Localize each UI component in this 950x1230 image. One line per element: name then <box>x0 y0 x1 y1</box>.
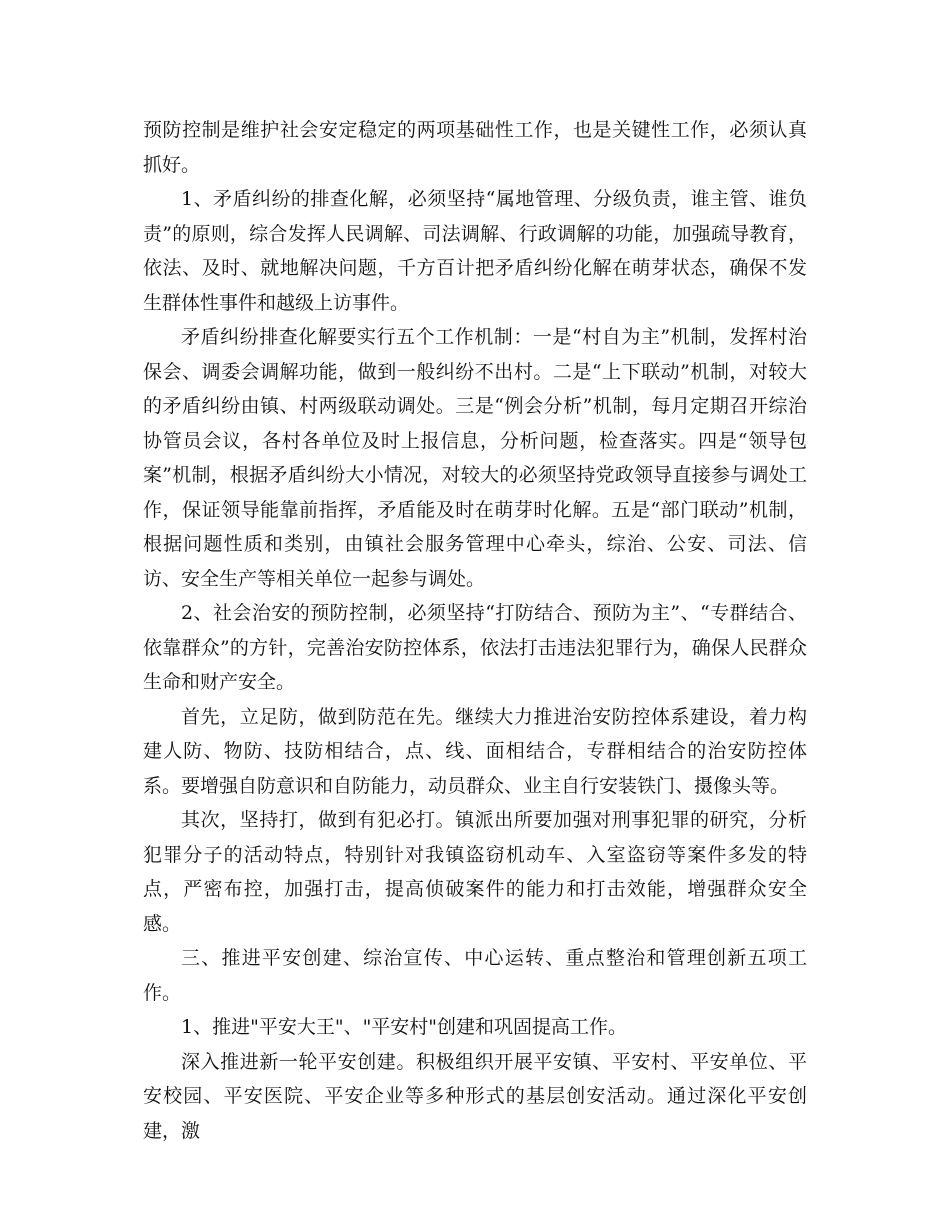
section-heading-three: 三、推进平安创建、综治宣传、中心运转、重点整治和管理创新五项工作。 <box>143 947 807 1004</box>
paragraph-continuation: 预防控制是维护社会安定稳定的两项基础性工作，也是关键性工作，必须认真抓好。 <box>143 119 807 176</box>
document-body <box>143 113 807 1148</box>
subheading-safe-creation: 1、推进"平安大王"、"平安村"创建和巩固提高工作。 <box>181 1016 628 1038</box>
paragraph-safe-creation: 深入推进新一轮平安创建。积极组织开展平安镇、平安村、平安单位、平安校园、平安医院、平安企业等多种形式的基层创安活动。通过深化平安创建，激 <box>143 1050 807 1142</box>
paragraph-crackdown: 其次，坚持打，做到有犯必打。镇派出所要加强对刑事犯罪的研究，分析犯罪分子的活动特点，特别针对我镇盗窃机动车、入室盗窃等案件多发的特点，严密布控，加强打击，提高侦破案件的能力和打击效能，增强群众安全感。 <box>143 809 807 935</box>
paragraph-prevention-first: 首先，立足防，做到防范在先。继续大力推进治安防控体系建设，着力构建人防、物防、技防相结合，点、线、面相结合，专群相结合的治安防控体系。要增强自防意识和自防能力，动员群众、业主自行安装铁门、摄像头等。 <box>143 705 807 797</box>
paragraph-public-security: 2、社会治安的预防控制，必须坚持“打防结合、预防为主”、“专群结合、依靠群众”的方针，完善治安防控体系，依法打击违法犯罪行为，确保人民群众生命和财产安全。 <box>143 602 807 693</box>
paragraph-dispute-resolution: 1、矛盾纠纷的排查化解，必须坚持“属地管理、分级负责，谁主管、谁负责”的原则，综合发挥人民调解、司法调解、行政调解的功能，加强疏导教育，依法、及时、就地解决问题，千方百计把矛盾纠纷化解在萌芽状态，确保不发生群体性事件和越级上访事件。 <box>143 188 807 314</box>
paragraph-five-mechanisms: 矛盾纠纷排查化解要实行五个工作机制：一是“村自为主”机制，发挥村治保会、调委会调解功能，做到一般纠纷不出村。二是“上下联动”机制，对较大的矛盾纠纷由镇、村两级联动调处。三是“例会分析”机制，每月定期召开综治协管员会议，各村各单位及时上报信息，分析问题，检查落实。四是“领导包案”机制，根据矛盾纠纷大小情况，对较大的必须坚持党政领导直接参与调处工作，保证领导能靠前指挥，矛盾能及时在萌芽时化解。五是“部门联动”机制，根据问题性质和类别，由镇社会服务管理中心牵头，综治、公安、司法、信访、安全生产等相关单位一起参与调处。 <box>143 326 807 590</box>
